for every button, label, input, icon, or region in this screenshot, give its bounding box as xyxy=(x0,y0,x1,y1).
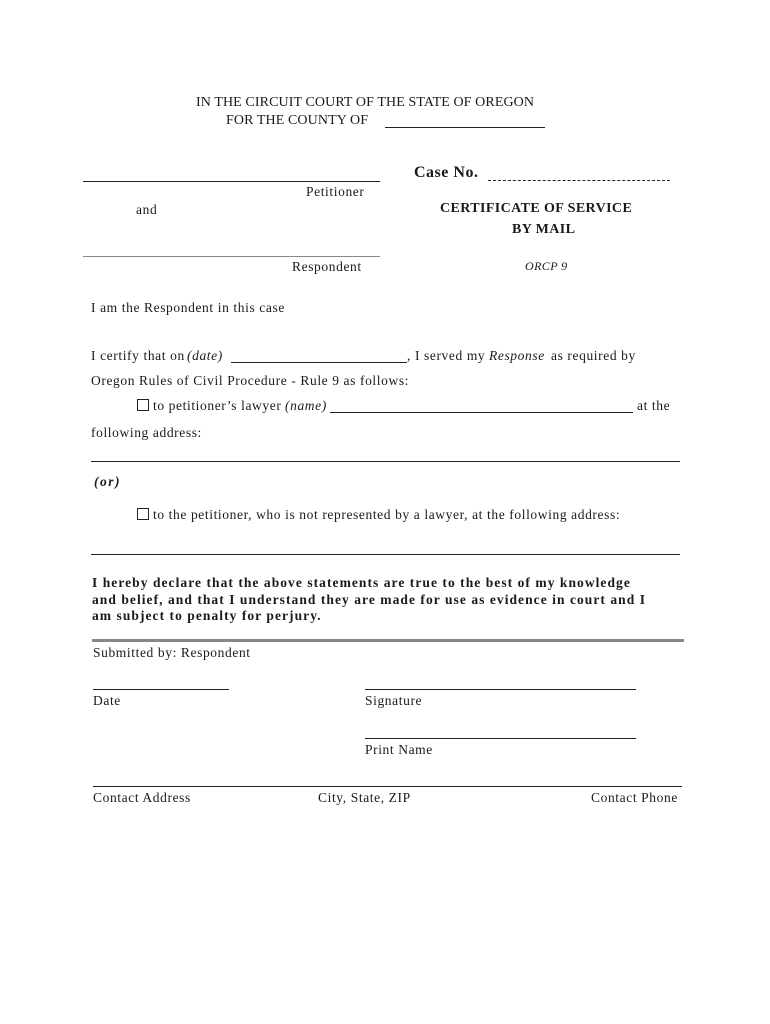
option-petitioner-text: to the petitioner, who is not represented by a lawyer, at the following address: xyxy=(153,507,621,522)
petitioner-address-line[interactable] xyxy=(91,554,680,555)
case-no-label: Case No. xyxy=(414,164,479,181)
print-name-line[interactable] xyxy=(365,738,636,739)
submitted-by: Submitted by: Respondent xyxy=(93,645,251,660)
section-divider xyxy=(92,639,684,642)
contact-address-label: Contact Address xyxy=(93,790,191,805)
role-statement: I am the Respondent in this case xyxy=(91,300,285,315)
option-lawyer-text: to petitioner’s lawyer xyxy=(153,398,282,413)
lawyer-checkbox[interactable] xyxy=(137,399,149,411)
county-blank-line[interactable] xyxy=(385,127,545,128)
declaration-line-3: am subject to penalty for perjury. xyxy=(92,608,322,623)
option-lawyer-suffix: at the xyxy=(637,398,671,413)
print-name-label: Print Name xyxy=(365,742,433,757)
case-no-blank-line[interactable] xyxy=(488,180,670,181)
petitioner-checkbox[interactable] xyxy=(137,508,149,520)
declaration-line-2: and belief, and that I understand they are made for use as evidence in court and I xyxy=(92,592,647,607)
rules-line: Oregon Rules of Civil Procedure - Rule 9 as follows: xyxy=(91,373,410,388)
response-word: Response xyxy=(489,348,545,363)
petitioner-line[interactable] xyxy=(83,181,380,182)
title-line-1: CERTIFICATE OF SERVICE xyxy=(440,201,633,216)
orcp-rule: ORCP 9 xyxy=(525,259,568,273)
following-address-label: following address: xyxy=(91,425,202,440)
served-prefix: , I served my xyxy=(407,348,486,363)
and-label: and xyxy=(136,202,158,217)
lawyer-address-line[interactable] xyxy=(91,461,680,462)
court-line-2: FOR THE COUNTY OF xyxy=(226,113,369,128)
or-label: (or) xyxy=(94,474,121,489)
option-lawyer xyxy=(137,398,281,414)
date-label: (date) xyxy=(187,348,223,363)
date-blank-line[interactable] xyxy=(231,362,407,363)
option-petitioner xyxy=(137,507,620,523)
lawyer-name-blank-line[interactable] xyxy=(330,412,633,413)
signature-label: Signature xyxy=(365,693,423,708)
petitioner-label: Petitioner xyxy=(306,184,365,199)
city-state-zip-label: City, State, ZIP xyxy=(318,790,411,805)
served-suffix: as required by xyxy=(551,348,636,363)
contact-phone-label: Contact Phone xyxy=(591,790,678,805)
title-line-2: BY MAIL xyxy=(512,222,576,237)
contact-line[interactable] xyxy=(93,786,682,787)
court-line-1: IN THE CIRCUIT COURT OF THE STATE OF OREGON xyxy=(196,95,535,110)
respondent-line[interactable] xyxy=(83,256,380,257)
lawyer-name-label: (name) xyxy=(285,398,327,413)
respondent-label: Respondent xyxy=(292,259,362,274)
signature-line[interactable] xyxy=(365,689,636,690)
declaration-line-1: I hereby declare that the above statements are true to the best of my knowledge xyxy=(92,575,631,590)
date-sign-line[interactable] xyxy=(93,689,229,690)
certify-prefix: I certify that on xyxy=(91,348,185,363)
date-sign-label: Date xyxy=(93,693,121,708)
